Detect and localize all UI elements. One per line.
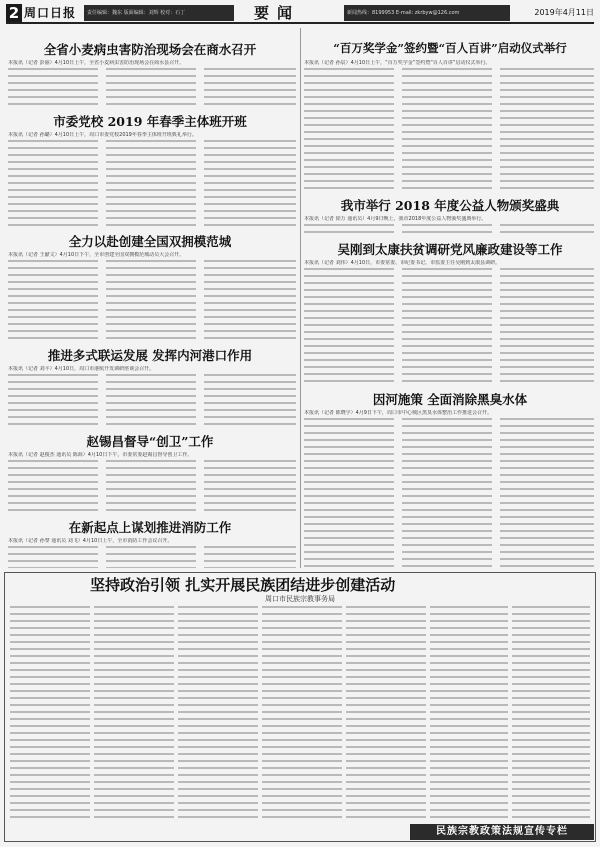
lead-million-students: 本报讯（记者 孙辰）4月10日上午，“百万奖学金”签约暨“百人百讲”启动仪式举行。 xyxy=(304,60,491,66)
text-column xyxy=(402,68,492,190)
lead-poverty: 本报讯（记者 刘伟）4月10日，市委常委、市纪委书记、市监委主任吴刚到太康县调研。 xyxy=(304,260,501,266)
text-column xyxy=(262,606,342,818)
text-column xyxy=(500,268,594,384)
text-column xyxy=(304,268,394,384)
lead-innovation: 本报讯（记者 赵俊杰 通讯员 陈海）4月10日下午，市委常委赵锡昌督导创卫工作。 xyxy=(8,452,193,458)
paper-name: 周口日报 xyxy=(24,6,77,20)
lead-river-chief: 本报讯（记者 刘平）4月10日，周口市港航开发调研座谈会召开。 xyxy=(8,366,155,372)
headline-poverty: 吴刚到太康扶贫调研党风廉政建设等工作 xyxy=(337,242,563,257)
text-column xyxy=(500,224,594,236)
center-divider xyxy=(300,28,301,568)
article-clean-water xyxy=(304,410,594,568)
article-million-students xyxy=(304,60,594,190)
section-title: 要闻 xyxy=(254,4,301,22)
text-column xyxy=(204,260,296,342)
text-column xyxy=(430,606,508,818)
article-river-chief xyxy=(8,366,296,428)
text-column xyxy=(106,460,196,514)
text-column xyxy=(402,268,492,384)
text-column xyxy=(8,68,98,108)
text-column xyxy=(346,606,426,818)
text-column xyxy=(178,606,258,818)
text-column xyxy=(106,374,196,428)
text-column xyxy=(402,418,492,568)
text-column xyxy=(512,606,590,818)
headline-clean-water: 因河施策 全面消除黑臭水体 xyxy=(372,392,528,407)
text-column xyxy=(500,418,594,568)
lead-party-school: 本报讯（记者 孙璐）4月10日上午，周口市委党校2019年春季主体班开班典礼举行。 xyxy=(8,132,197,138)
feature-body xyxy=(10,606,590,818)
text-column xyxy=(304,224,394,236)
text-column xyxy=(500,68,594,190)
article-poverty xyxy=(304,260,594,384)
masthead-rule xyxy=(6,22,594,24)
text-column xyxy=(106,140,196,228)
article-party-school xyxy=(8,132,296,228)
text-column xyxy=(204,140,296,228)
lead-clean-water: 本报讯（记者 陈晓宇）4月9日下午，周口市中心城区黑臭水体整治工作推进会召开。 xyxy=(304,410,492,416)
article-double-creation xyxy=(8,252,296,342)
text-column xyxy=(204,374,296,428)
lead-wheat: 本报讯（记者 彭丽）4月10日上午，全省小麦病虫害防治现场会在商水县召开。 xyxy=(8,60,185,66)
lead-charity: 本报讯（记者 徐万 通讯员）4月9日晚上，我市2018年度公益人物颁奖盛典举行。 xyxy=(304,216,487,222)
text-column xyxy=(8,140,98,228)
headline-million-students: “百万奖学金”签约暨“百人百讲”启动仪式举行 xyxy=(333,41,567,55)
text-column xyxy=(10,606,90,818)
text-column xyxy=(106,260,196,342)
text-column xyxy=(106,546,196,568)
text-column xyxy=(8,260,98,342)
lead-epidemic: 本报讯（记者 孙黎 通讯员 刘飞）4月10日上午，全市消防工作会议召开。 xyxy=(8,538,173,544)
headline-river-chief: 推进多式联运发展 发挥内河港口作用 xyxy=(47,348,253,363)
text-column xyxy=(204,68,296,108)
text-column xyxy=(8,374,98,428)
lead-double-creation: 本报讯（记者 王献文）4月10日下午，全市创建全国双拥模范城动员大会召开。 xyxy=(8,252,185,258)
headline-epidemic: 在新起点上谋划推进消防工作 xyxy=(68,520,232,535)
article-charity xyxy=(304,216,594,236)
text-column xyxy=(8,546,98,568)
headline-innovation: 赵锡昌督导“创卫”工作 xyxy=(86,434,214,449)
text-column xyxy=(106,68,196,108)
text-column xyxy=(304,68,394,190)
text-column xyxy=(402,224,492,236)
article-epidemic xyxy=(8,538,296,568)
headline-wheat: 全省小麦病虫害防治现场会在商水召开 xyxy=(43,42,257,57)
article-wheat xyxy=(8,60,296,108)
headline-charity: 我市举行 2018 年度公益人物颁奖盛典 xyxy=(340,198,560,213)
headline-party-school: 市委党校 2019 年春季主体班开班 xyxy=(53,114,247,129)
article-innovation xyxy=(8,452,296,514)
text-column xyxy=(204,546,296,568)
editors-strip: 责任编辑：魏东 版面编辑：刘辉 校对：石丁 xyxy=(84,5,234,21)
column-tag: 民族宗教政策法规宣传专栏 xyxy=(410,824,594,840)
headline-double-creation: 全力以赴创建全国双拥模范城 xyxy=(68,234,232,249)
text-column xyxy=(8,460,98,514)
feature-byline: 周口市民族宗教事务局 xyxy=(265,595,335,603)
text-column xyxy=(304,418,394,568)
feature-title: 坚持政治引领 扎实开展民族团结进步创建活动 xyxy=(90,576,396,594)
text-column xyxy=(204,460,296,514)
page-number: 2 xyxy=(6,4,22,22)
issue-date: 2019年4月11日 xyxy=(534,8,594,17)
contact-strip: 新闻热线：8199953 E-mail: zkrbyw@126.com xyxy=(344,5,510,21)
text-column xyxy=(94,606,174,818)
